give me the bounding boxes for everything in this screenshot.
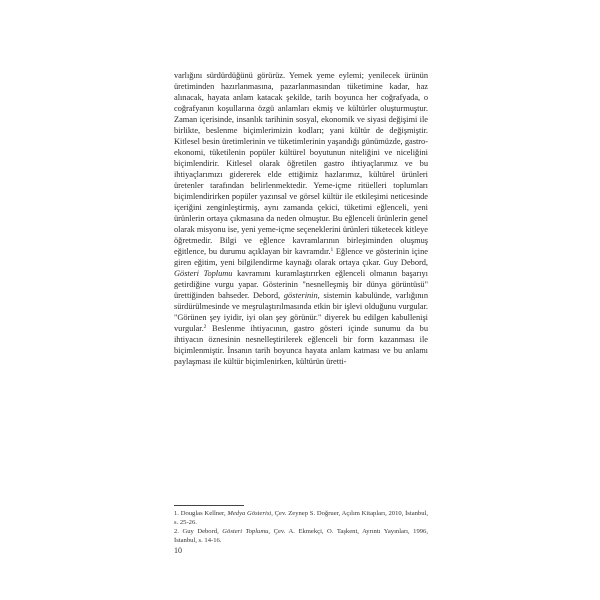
footnote-2-title: Gösteri Toplumu	[222, 528, 269, 535]
emphasis-gosterinin: gösterinin	[283, 291, 318, 300]
body-text-part-4: , sistemin kabulünde, varlığının sürdürülmesinde ve meşrulaştırılmasında etkin bir işlevi olduğunu vurgular. "Görünen şey iyidir, iyi olan şey görünür." diyerek bu edilgen kabullenişi vurgular.	[174, 291, 428, 333]
body-text-part-5: Beslenme ihtiyacının, gastro gösteri içinde sunumu da bu ihtiyacın öznesinin nesnelleştirilerek eğlenceli bir form kazanması ile biçimlenmiştir. İnsanın tarih boyunca hayata anlam katması ve bu anlamı paylaşması ile kültür biçimlenirken, kültürün üretti-	[174, 324, 428, 366]
footnote-1-text-b: , Çev. Zeynep S. Doğruer, Açılım Kitapları, 2010, İstanbul, s. 25-26.	[174, 510, 428, 526]
footnote-1-title: Medya Gösterisi	[227, 510, 272, 517]
body-text-part-2: Eğlence ve gösterinin içine giren eğitim, yeni bilgilendirme kaynağı olarak ortaya çıkar. Guy Debord,	[174, 247, 428, 267]
footnote-divider	[174, 505, 244, 506]
footnote-2-text-a: 2. Guy Debord,	[174, 528, 223, 535]
footnotes	[174, 509, 428, 545]
body-text-part-3: kavramını kuramlaştırırken eğlenceli olmanın başarıyı getirdiğine vurgu yapar. Gösterinin "nesnelleşmiş bir dünya görüntüsü" ürettiğinden bahseder. Debord,	[174, 269, 428, 300]
body-paragraph	[174, 70, 428, 367]
footnote-1-text-a: 1. Douglas Kellner,	[174, 510, 228, 517]
footnote-ref-1: 1	[330, 247, 334, 253]
page-body	[174, 70, 428, 367]
page-number: 10	[174, 546, 182, 555]
footnote-2-text-b: , Çev. A. Ekmekçi, O. Taşkent, Ayrıntı Yayınları, 1996, İstanbul, s. 14-16.	[174, 528, 429, 544]
footnote-ref-2: 2	[203, 324, 207, 330]
body-text-part-1: varlığını sürdürdüğünü görürüz. Yemek yeme eylemi; yenilecek ürünün üretiminden hazırlanmasına, pazarlanmasından tüketimine kadar, haz alınacak, hayata anlam katacak şekilde, tarih boyunca her coğrafyada, o coğrafyanın koşullarına özgü anlamları ekmiş ve kültürler oluşturmuştur. Zaman içerisinde, insanlık tarihinin sosyal, ekonomik ve siyasi değişimi ile birlikte, beslenme biçimlerimizin kodları; yani kültür de değişmiştir. Kitlesel besin üretimlerinin ve tüketimlerinin yaşandığı günümüzde, gastro-ekonomi, tüketilenin popüler kültürel boyutunun niteliğini ve niceliğini biçimlendirir. Kitlesel olarak öğretilen gastro ihtiyaçlarımız ve bu ihtiyaçlarımızı gidererek elde ettiğimiz hazlarımız, kültürel ürünleri üretenler tarafından belirlenmektedir. Yeme-içme ritüelleri toplumları biçimlendirirken popüler yazınsal ve görsel kültür ile etkileşimi neticesinde içeriğini zenginleştirmiş, aynı zamanda çekici, tüketimi eğlenceli, yeni ürünlerin ortaya çıkmasına da neden olmuştur. Bu eğlenceli ürünlerin genel olarak misyonu ise, yeni yeme-içme seçeneklerini ürünleri tüketecek kitleye öğretmedir. Bilgi ve eğlence kavramlarının birleşiminden oluşmuş eğitlence, bu durumu açıklayan bir kavramdır.	[174, 71, 428, 256]
footnote-2	[174, 527, 428, 545]
footnote-1	[174, 509, 428, 527]
book-title-gosteri-toplumu: Gösteri Toplumu	[174, 269, 233, 278]
